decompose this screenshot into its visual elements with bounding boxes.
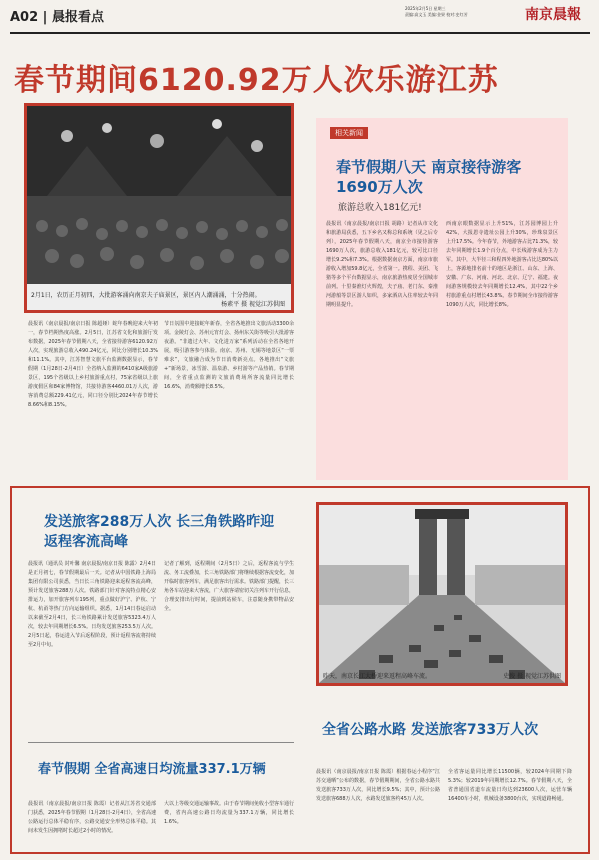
rail-text-col1: 晨报讯（通讯员 封叶馨 南京晨报/南京日报 陈露）2月4日是正月初七，春节假期最后一天。记者从中国铁路上海局集团有限公司获悉，当日长三角铁路迎来返程客流高峰，预计发送旅客288万人次。铁路部门针对客流特点精心安排运力，加开旅客列车195列，重点做好沪宁、沪杭、宁杭、杭甬等热门方向运输组织。据悉，1月14日春运启动以来截至2月4日，长三角铁路累计发送旅客5323.4万人次，较去年同期增长6.5%。日均发送旅客253.5万人次。2月5日起，春运进入节后返程阶段，预计返程客流将持续至2月中旬。 [28,561,156,648]
rail-title: 发送旅客288万人次 长三角铁路昨迎返程客流高峰 [44,514,275,550]
main-headline: 春节期间6120.92万人次乐游江苏 [14,63,499,98]
crowd-photo-graphic [27,106,291,310]
main-article-col1: 晨报讯（南京晨报/南京日报 陈超娅）蛇年春晚迎来大年初一，春节档期热度高涨。2月5日，江苏省文化和旅游厅发布数据，2025年春节假期八天，全省接待游客6120.92万人次，实现旅游总收入490.24亿元，同比分别增长10.3%和11.1%。其中，江苏智慧文旅平台监测数据显示，春节假期（1月28日-2月4日）全省纳入监测的6410家A级旅游景区，195个省级以上乡村旅游重点村，75家省级以上旅游度假区和84家博物馆，共接待游客4460.01万人次，游客消费总额229.41亿元，同口径分别比2024年春节增长8.66%和8.15%。 [28,321,158,408]
main-article-col2: 节日氛围中迎接蛇年新春，全省各地推出文旅活动3300余项。金陵灯会、苏州元宵灯会、扬州东关街等吸引大批游客夜游。“非遗过大年、文化进万家”系列活动在全省各地开展，吸引游客参与体验。南京、苏州、无锡等地景区“一票难求”，文旅融合成为节日消费新亮点。各地推出“文旅+”新场景，冰雪游、温泉游、乡村游等产品热销。春节期间，全省重点监测的文旅消费场所客流量同比增长16.6%，消费额增长8.5%。 [164,321,294,390]
bridge-photo-graphic [319,505,565,683]
photo-bridge [316,502,568,686]
water-title: 全省公路水路 发送旅客733万人次 [322,722,539,738]
header-meta [405,6,468,18]
highway-text-col2: 大以上等级交通运输事故。由于春节期间免收小型客车通行费，省内高速公路日均流量为337.1万辆，同比增长1.6%。 [164,801,294,825]
newspaper-logo: 南京晨報 [525,7,581,23]
photo1-caption: 2月1日，农历正月初四，大批游客涌向南京夫子庙景区，景区内人潮涌涌，十分热闹。 [31,292,261,299]
header-rule [10,32,590,34]
photo-fuzimiao [24,103,294,313]
photo1-credit: 杨素平 摄 视觉江苏供图 [221,301,285,308]
related-news-col1: 晨报讯（南京晨报/南京日报 胡路）记者从市文化和旅游局获悉，五下乡名又称总和系统（见之后专列），2025年春节假期八天，南京全市接待游客1690万人次，旅游总收入181亿元，较可比口径增长9.2%和7.3%。根据数据南京方面，南京市旅游收入增加59.8亿元，全省第一。携程、美团、飞猪等多个平台数据显示，南京旅游热度居全国城市前列。十里秦淮灯火辉煌，夫子庙、老门东、秦淮河游船等景区游人如织，多家酒店入住率较去年同期明显提升。 [326,221,438,308]
photo2-caption: 昨天，南京长江大桥迎来返程高峰车流。 [323,673,432,680]
related-news-title: 春节假期八天 南京接待游客1690万人次 [336,158,522,196]
header-editors: 责编:高文玉 美编:金果 校对:史红芳 [405,12,468,17]
rail-text-col2: 记者了解到，返程期间（2月5日）之后，返程客流与学生流、务工流叠加，长三角铁路部门将继续根据客流变化，加开临时旅客列车，满足旅客出行需求。铁路部门提醒，长三角各车站迎来大客流，广大旅客请密切关注列车开行信息，合理安排出行时间，提前到站候车，注意随身携带物品安全。 [164,561,294,612]
header-date: 2025年2月5日 星期三 [405,6,446,11]
related-news-col2: 西南京眼数据显示上升51%，江苏园博园上升42%，大报恩寺遗址公园上升30%，珍珠泉景区上升17.5%。今年春节，外地游客占比71.3%，较去年同期增长1.9个百分点，中长线游客成为主力军。其中，大半径三和程四外地游客占比达80%以上，客源地排名前十的地区是浙江、山东、上海、安徽、广东、河南、河北、北京、辽宁、福建。夜间游客规模较去年同期增长12.4%，其中22个乡村旅游重点村增长43.8%。春节期间全市接待游客1090万人次，同比增长8%。 [446,221,558,308]
highway-title: 春节假期 全省高速日均流量337.1万辆 [38,762,266,777]
highway-text-col1: 晨报讯（南京晨报/南京日报 陈霞）记者从江苏省交通部门获悉，2025年春节假期（1月28日-2月4日），全省高速公路运行总体平稳有序，公路交通安全形势总体平稳。其间未发生因拥堵时长超过2小时的情况。 [28,801,156,834]
water-text-col2: 全省客运量同比增长11500辆，较2024年同期下降5.3%；较2019年同期增长12.7%。春节假期八天，全省普通国省道车流量日均达到23600人次，运营车辆16400车小时，机械设备3800台次，实现道路畅通。 [448,769,572,802]
water-text-col1: 晨报讯（南京晨报/南京日报 陈霞）根据春运小程序“江苏交通晒”公布的数据，春节假期期间，全省公路水路共发送旅客733万人次，同比增长9.5%；其中，预计公路发送旅客688万人次，水路发送旅客约45万人次。 [316,769,440,802]
related-news-tag: 相关新闻 [330,127,368,139]
page-label: A02 | 晨报看点 [10,10,104,25]
photo2-credit: 史俊 摄 视觉江苏供图 [503,673,561,680]
section-divider [28,742,294,743]
related-news-subtitle: 旅游总收入181亿元! [338,203,422,213]
